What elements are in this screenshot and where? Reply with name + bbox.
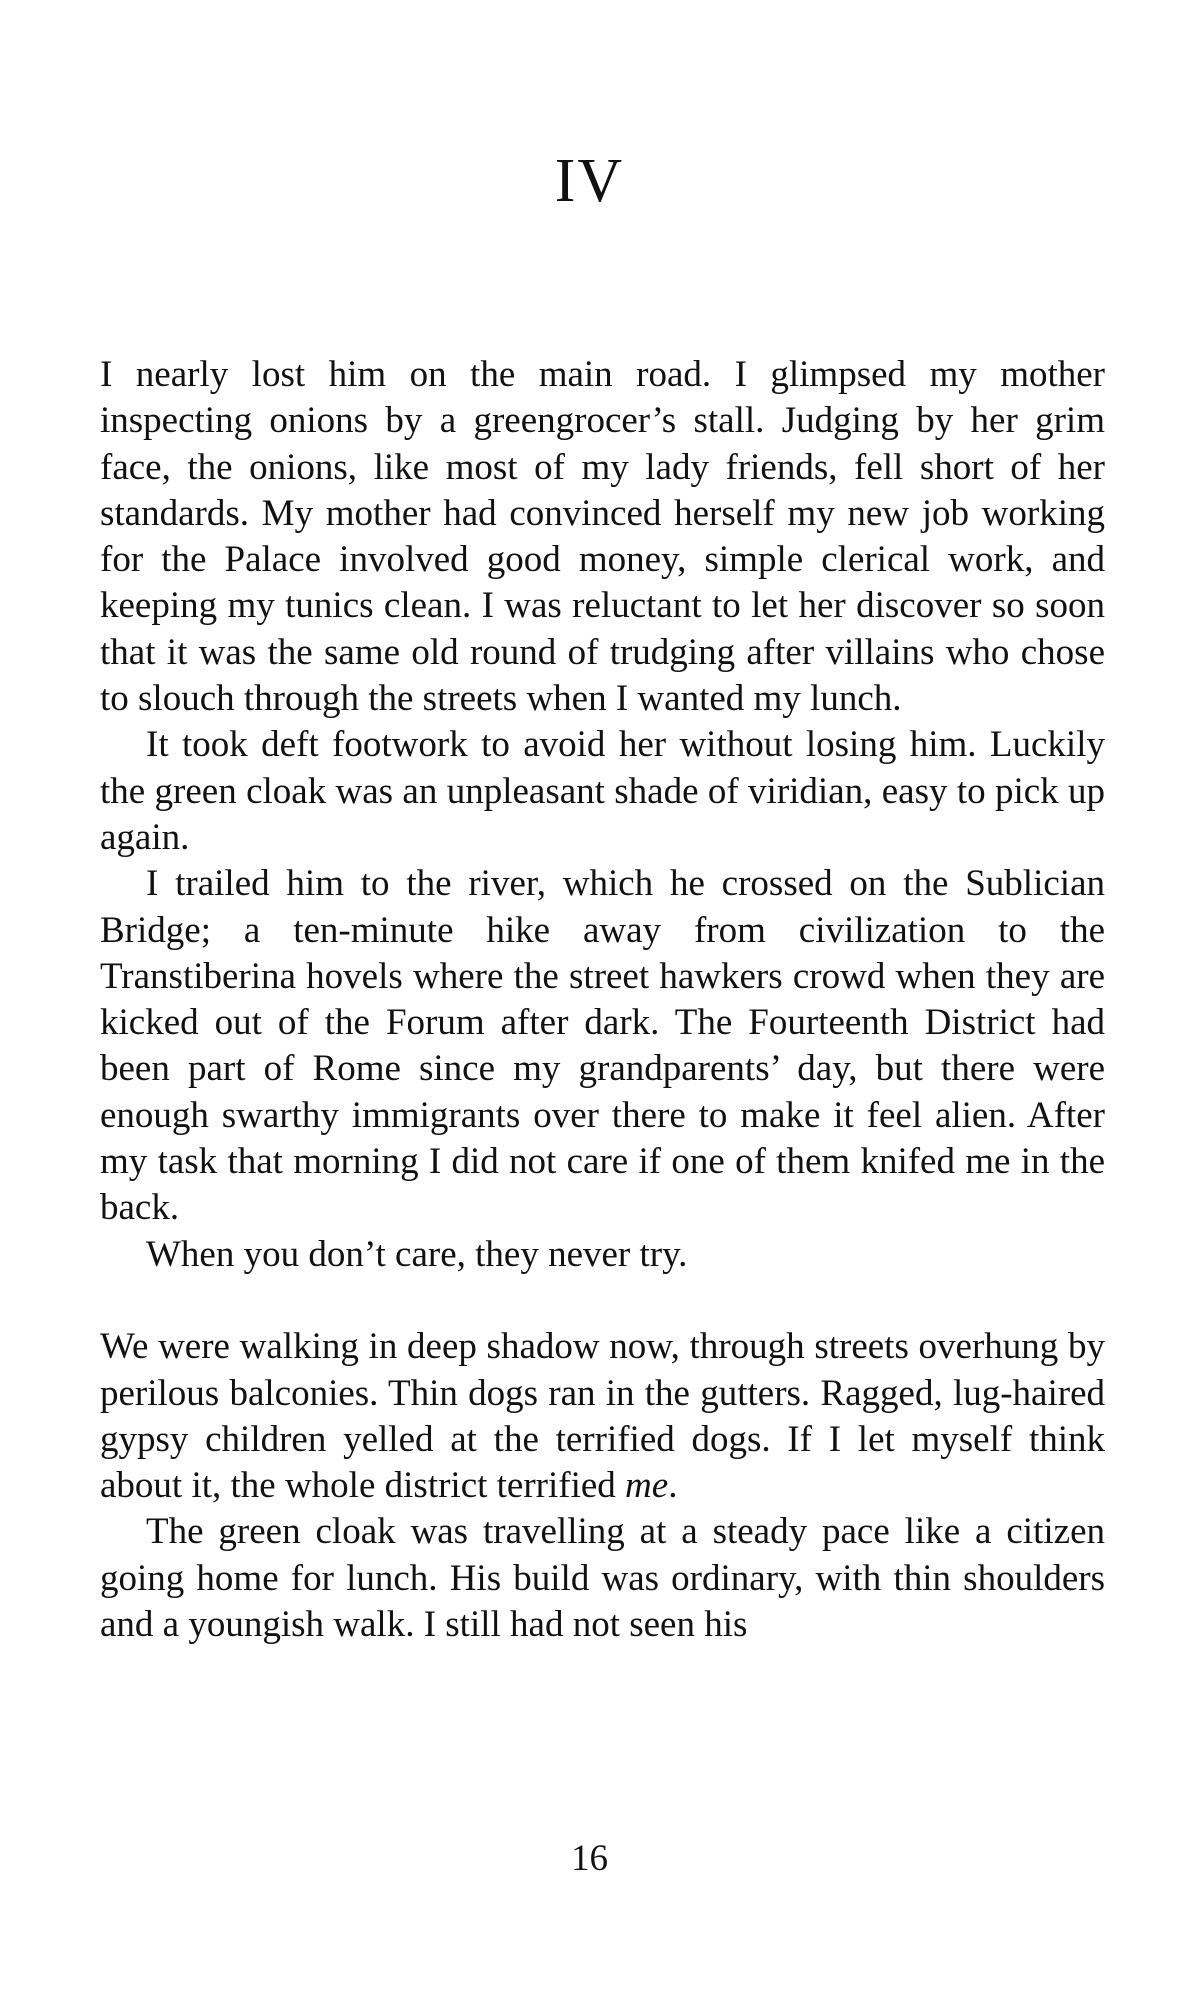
paragraph-2: It took deft footwork to avoid her without losing him. Luckily the green cloak was an unpleasant shade of viridian, easy to pick up again. (100, 724, 1105, 858)
paragraph-5 (100, 1324, 1105, 1509)
paragraph-1: I nearly lost him on the main road. I glimpsed my mother inspecting onions by a greengrocer’s stall. Judging by her grim face, the onions, like most of my lady friends, fell short of her standards. My mother had convinced herself my new job working for the Palace involved good money, simple clerical work, and keeping my tunics clean. I was reluctant to let her discover so soon that it was the same old round of trudging after villains who chose to slouch through the streets when I wanted my lunch. (100, 354, 1105, 720)
paragraph-5-end: . (668, 1465, 678, 1507)
paragraph-3: I trailed him to the river, which he crossed on the Sublician Bridge; a ten-minute hike away from civilization to the Transtiberina hovels where the street hawkers crowd when they are kicked out of the Forum after dark. The Fourteenth District had been part of Rome since my grandparents’ day, but there were enough swarthy immigrants over there to make it feel alien. After my task that morning I did not care if one of them knifed me in the back. (100, 863, 1105, 1229)
chapter-heading: IV (554, 147, 625, 215)
paragraph-5-emphasis: me (625, 1465, 669, 1507)
page-number: 16 (571, 1838, 608, 1879)
body-text (100, 352, 1105, 1648)
section-break (100, 1278, 1105, 1324)
paragraph-4: When you don’t care, they never try. (146, 1233, 688, 1275)
paragraph-5-text: We were walking in deep shadow now, through streets overhung by perilous balconies. Thin dogs ran in the gutters. Ragged, lug-haired gypsy children yelled at the terrified dogs. If I let myself think about it, the whole district terrified (100, 1326, 1105, 1507)
paragraph-6: The green cloak was travelling at a steady pace like a citizen going home for lunch. His build was ordinary, with thin shoulders and a youngish walk. I still had not seen his (100, 1511, 1105, 1646)
